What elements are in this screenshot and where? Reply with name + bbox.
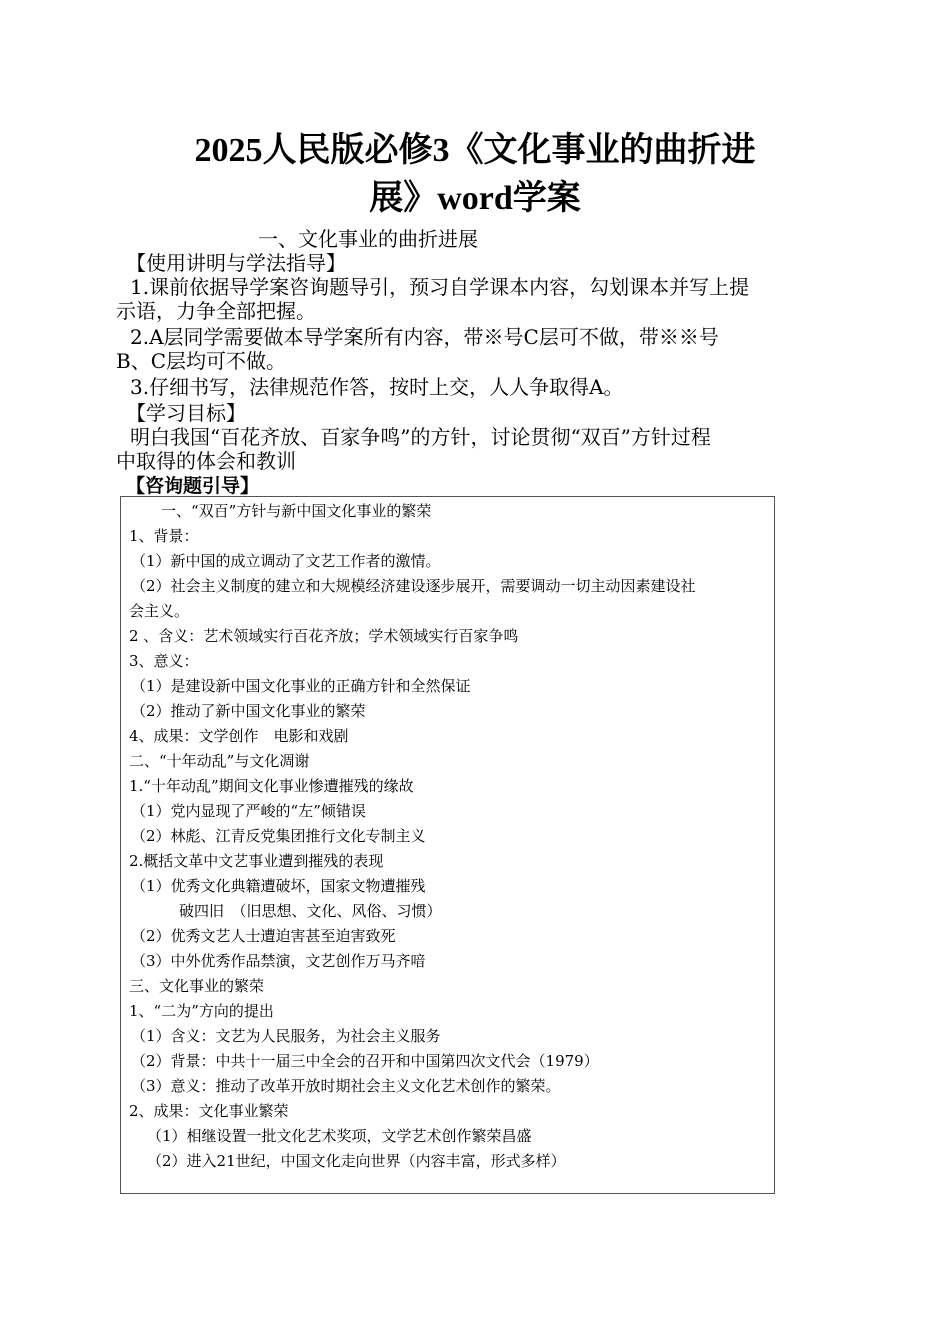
box-line: 2 、含义：艺术领域实行百花齐放；学术领域实行百家争鸣 (129, 627, 519, 645)
box-line: （1）新中国的成立调动了文艺工作者的激情。 (131, 552, 441, 570)
goal-text-line-1: 明白我国“百花齐放、百家争鸣”的方针，讨论贯彻“双百”方针过程 (130, 425, 711, 449)
box-line: （3）意义：推动了改革开放时期社会主义文化艺术创作的繁荣。 (131, 1077, 561, 1095)
usage-item-2-line-2: B、C层均可不做。 (116, 349, 286, 373)
box-line: 2、成果：文化事业繁荣 (129, 1102, 289, 1120)
document-title-line-1: 2025人民版必修3《文化事业的曲折进 (194, 132, 756, 169)
goal-text-line-2: 中取得的体会和教训 (116, 449, 296, 473)
question-guide-box (120, 496, 775, 1194)
box-line: 1、“二为”方向的提出 (129, 1002, 274, 1020)
box-line: 破四旧 （旧思想、文化、风俗、习惯） (179, 902, 442, 920)
box-line: 1、背景： (129, 527, 199, 545)
box-line: （1）相继设置一批文化艺术奖项，文学艺术创作繁荣昌盛 (147, 1127, 532, 1145)
section-heading: 一、文化事业的曲折进展 (258, 227, 478, 251)
box-line: （1）优秀文化典籍遭破坏，国家文物遭摧残 (131, 877, 426, 895)
box-line: 4、成果：文学创作 电影和戏剧 (129, 727, 349, 745)
goal-heading: 【学习目标】 (126, 401, 246, 425)
usage-item-2-line-1: 2.A层同学需要做本导学案所有内容，带※号C层可不做，带※※号 (130, 325, 719, 349)
usage-item-1-line-2: 示语，力争全部把握。 (116, 299, 316, 323)
box-line: 会主义。 (129, 602, 190, 620)
box-line: （2）背景：中共十一届三中全会的召开和中国第四次文代会（1979） (131, 1052, 599, 1070)
box-line: 二、“十年动乱”与文化凋谢 (129, 752, 310, 770)
box-line: 2.概括文革中文艺事业遭到摧残的表现 (129, 852, 384, 870)
box-line: 1.“十年动乱”期间文化事业惨遭摧残的缘故 (129, 777, 414, 795)
box-line: （1）含义：文艺为人民服务，为社会主义服务 (131, 1027, 441, 1045)
box-line: （1）是建设新中国文化事业的正确方针和全然保证 (131, 677, 471, 695)
usage-item-1-line-1: 1.课前依据导学案咨询题导引，预习自学课本内容，勾划课本并写上提 (130, 275, 750, 299)
box-line: 三、文化事业的繁荣 (129, 977, 265, 995)
box-line: （3）中外优秀作品禁演，文艺创作万马齐喑 (131, 952, 426, 970)
box-line: 3、意义： (129, 652, 199, 670)
usage-item-3: 3.仔细书写，法律规范作答，按时上交，人人争取得A。 (130, 375, 624, 399)
usage-heading: 【使用讲明与学法指导】 (126, 251, 346, 275)
box-line: （2）推动了新中国文化事业的繁荣 (131, 702, 366, 720)
box-line: （1）党内显现了严峻的“左”倾错误 (131, 802, 366, 820)
box-line: （2）优秀文艺人士遭迫害甚至迫害致死 (131, 927, 396, 945)
box-line: 一、“双百”方针与新中国文化事业的繁荣 (161, 502, 432, 520)
box-line: （2）进入21世纪，中国文化走向世界（内容丰富，形式多样） (147, 1152, 566, 1170)
guide-heading: 【咨询题引导】 (126, 475, 260, 497)
box-line: （2）林彪、江青反党集团推行文化专制主义 (131, 827, 426, 845)
box-line: （2）社会主义制度的建立和大规模经济建设逐步展开，需要调动一切主动因素建设社 (131, 577, 696, 595)
document-title-line-2: 展》word学案 (369, 180, 581, 217)
